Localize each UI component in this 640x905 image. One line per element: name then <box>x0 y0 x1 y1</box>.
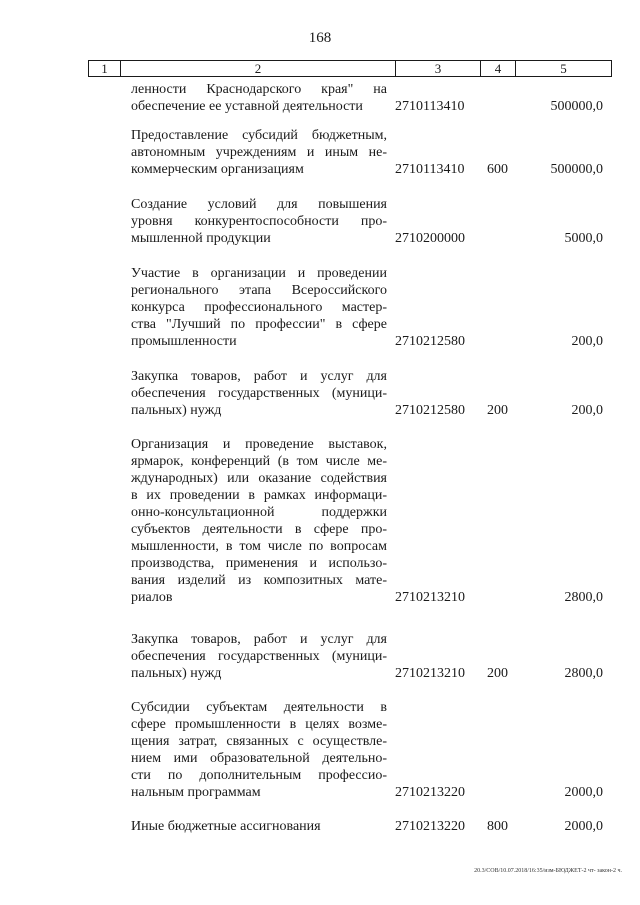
row-amount: 5000,0 <box>564 231 603 246</box>
row-name-line: Субсидии субъектам деятельности в <box>131 700 387 715</box>
row-expense-type: 200 <box>487 666 508 681</box>
row-name-line: ства "Лучший по профессии" в сфере <box>131 317 387 332</box>
row-code: 2710200000 <box>395 231 465 246</box>
row-name-line: Участие в организации и проведении <box>131 266 387 281</box>
row-code: 2710113410 <box>395 162 465 177</box>
row-name-line: обеспечения государственных (муници- <box>131 386 387 401</box>
row-code: 2710213210 <box>395 590 465 605</box>
row-name-line: щения затрат, связанных с осуществле- <box>131 734 387 749</box>
row-code: 2710213220 <box>395 819 465 834</box>
page-number: 168 <box>308 30 332 46</box>
row-name <box>131 196 387 247</box>
row-code: 2710212580 <box>395 334 465 349</box>
row-name-line: онно-консультационной поддержки <box>131 505 387 520</box>
row-name-line: Создание условий для повышения <box>131 197 387 212</box>
row-amount: 2800,0 <box>564 590 603 605</box>
row-name <box>131 265 387 350</box>
row-amount: 2800,0 <box>564 666 603 681</box>
row-name-line: обеспечения государственных (муници- <box>131 649 387 664</box>
row-amount: 200,0 <box>571 403 603 418</box>
row-expense-type: 200 <box>487 403 508 418</box>
row-name <box>131 436 387 606</box>
row-name <box>131 81 387 115</box>
row-name <box>131 699 387 801</box>
row-code: 2710212580 <box>395 403 465 418</box>
row-code: 2710213220 <box>395 785 465 800</box>
row-name-line: сти по дополнительным профессио- <box>131 768 387 783</box>
row-name-line: субъектов деятельности в сфере про- <box>131 522 387 537</box>
row-amount: 2000,0 <box>564 819 603 834</box>
row-name-line: нальным программам <box>131 785 261 800</box>
row-name-line: Предоставление субсидий бюджетным, <box>131 128 387 143</box>
document-footer: 20.3/СОВ/10.07.2018/16:35/изм-БЮДЖЕТ-2 чт- закон-2 ч. <box>474 868 622 874</box>
row-amount: 200,0 <box>571 334 603 349</box>
row-name-line: мышленной продукции <box>131 231 271 246</box>
column-header-2: 2 <box>121 61 396 77</box>
row-name-line: автономным учреждениям и иным не- <box>131 145 387 160</box>
row-name-line: вания изделий из композитных мате- <box>131 573 387 588</box>
row-name-line: риалов <box>131 590 173 605</box>
row-name-line: Закупка товаров, работ и услуг для <box>131 369 387 384</box>
row-name-line: ждународных) или оказание содействия <box>131 471 387 486</box>
row-name <box>131 368 387 419</box>
row-name-line: обеспечение ее уставной деятельности <box>131 99 363 114</box>
row-name-line: в их проведении в рамках информаци- <box>131 488 387 503</box>
row-name-line: мышленности, в том числе по вопросам <box>131 539 387 554</box>
row-name-line: нием ими образовательной деятельно- <box>131 751 387 766</box>
row-name-line: промышленности <box>131 334 237 349</box>
row-expense-type: 800 <box>487 819 508 834</box>
column-header-5: 5 <box>516 61 612 77</box>
row-name <box>131 631 387 682</box>
column-header-table <box>88 60 612 77</box>
row-name-line: регионального этапа Всероссийского <box>131 283 387 298</box>
row-name-line: конкурса профессионального мастер- <box>131 300 387 315</box>
row-name-line: сфере промышленности в целях возме- <box>131 717 387 732</box>
column-header-1: 1 <box>89 61 121 77</box>
row-name-line: пальных) нужд <box>131 403 222 418</box>
row-name <box>131 818 387 835</box>
row-amount: 2000,0 <box>564 785 603 800</box>
row-name-line: Закупка товаров, работ и услуг для <box>131 632 387 647</box>
row-name-line: ленности Краснодарского края" на <box>131 82 387 97</box>
row-name-line: производства, применения и использо- <box>131 556 387 571</box>
row-name <box>131 127 387 178</box>
row-amount: 500000,0 <box>550 99 603 114</box>
row-expense-type: 600 <box>487 162 508 177</box>
row-amount: 500000,0 <box>550 162 603 177</box>
row-name-line: Иные бюджетные ассигнования <box>131 819 321 834</box>
row-name-line: пальных) нужд <box>131 666 222 681</box>
row-name-line: уровня конкурентоспособности про- <box>131 214 387 229</box>
row-name-line: коммерческим организациям <box>131 162 304 177</box>
column-header-3: 3 <box>396 61 481 77</box>
row-name-line: ярмарок, конференций (в том числе ме- <box>131 454 387 469</box>
column-header-4: 4 <box>481 61 516 77</box>
row-code: 2710113410 <box>395 99 465 114</box>
row-code: 2710213210 <box>395 666 465 681</box>
row-name-line: Организация и проведение выставок, <box>131 437 387 452</box>
